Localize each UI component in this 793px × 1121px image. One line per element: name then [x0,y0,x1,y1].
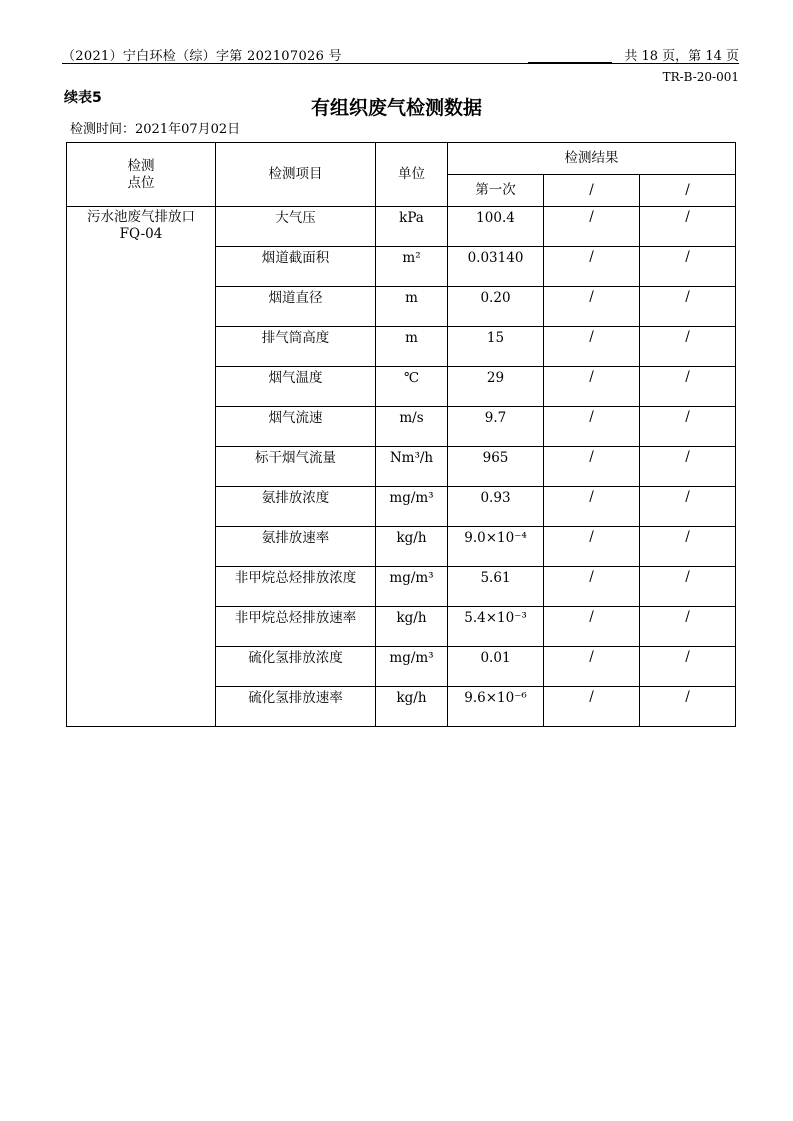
header-first: 第一次 [448,175,544,207]
row-value-first: 0.93 [448,487,544,527]
row-value-second: / [544,647,640,687]
row-item: 非甲烷总烃排放速率 [216,607,376,647]
row-unit: mg/m³ [376,567,448,607]
row-value-first: 0.01 [448,647,544,687]
row-value-first: 0.03140 [448,247,544,287]
header-point-line2: 点位 [127,174,155,191]
row-value-second: / [544,287,640,327]
row-unit: m² [376,247,448,287]
row-item: 硫化氢排放浓度 [216,647,376,687]
row-value-third: / [640,607,736,647]
row-value-second: / [544,447,640,487]
row-item: 硫化氢排放速率 [216,687,376,727]
row-item: 排气筒高度 [216,327,376,367]
row-value-third: / [640,487,736,527]
header-item: 检测项目 [216,143,376,207]
page-info: 共 18 页，第 14 页 [624,49,739,64]
header-third: / [640,175,736,207]
row-unit: kg/h [376,527,448,567]
report-number: （2021）宁白环检（综）字第 202107026 号 [62,49,342,64]
row-value-third: / [640,287,736,327]
continuation-label: 续表5 [64,90,102,106]
row-value-first: 100.4 [448,207,544,247]
site-code: FQ-04 [119,226,163,242]
row-unit: Nm³/h [376,447,448,487]
row-unit: ℃ [376,367,448,407]
row-unit: kg/h [376,607,448,647]
row-value-second: / [544,567,640,607]
row-item: 非甲烷总烃排放浓度 [216,567,376,607]
row-item: 烟气流速 [216,407,376,447]
row-unit: mg/m³ [376,487,448,527]
row-value-first: 9.0×10⁻⁴ [448,527,544,567]
row-value-third: / [640,407,736,447]
row-value-second: / [544,527,640,567]
row-value-second: / [544,487,640,527]
row-value-second: / [544,687,640,727]
row-value-first: 5.61 [448,567,544,607]
row-unit: mg/m³ [376,647,448,687]
row-value-third: / [640,447,736,487]
row-unit: m/s [376,407,448,447]
row-item: 烟道截面积 [216,247,376,287]
row-value-first: 9.6×10⁻⁶ [448,687,544,727]
row-item: 大气压 [216,207,376,247]
header-point-line1: 检测 [127,157,155,174]
row-value-second: / [544,247,640,287]
detection-time: 检测时间：2021年07月02日 [70,122,241,137]
header-unit: 单位 [376,143,448,207]
detection-point-cell [67,207,216,727]
row-value-first: 15 [448,327,544,367]
header-divider-accent [528,62,612,64]
header-second: / [544,175,640,207]
row-item: 氨排放速率 [216,527,376,567]
row-value-third: / [640,647,736,687]
row-item: 氨排放浓度 [216,487,376,527]
row-value-third: / [640,367,736,407]
header-result: 检测结果 [448,143,736,175]
row-value-third: / [640,207,736,247]
document-code: TR-B-20-001 [662,70,739,84]
row-value-second: / [544,607,640,647]
row-item: 烟气温度 [216,367,376,407]
row-unit: kPa [376,207,448,247]
row-value-first: 29 [448,367,544,407]
table-row [67,207,736,247]
header-divider [62,63,739,64]
header-detection-point [67,143,216,207]
row-value-second: / [544,367,640,407]
row-unit: m [376,327,448,367]
row-value-second: / [544,327,640,367]
row-unit: kg/h [376,687,448,727]
site-name: 污水池废气排放口 [87,209,195,225]
row-unit: m [376,287,448,327]
row-value-third: / [640,247,736,287]
page-title: 有组织废气检测数据 [310,97,482,119]
row-value-first: 0.20 [448,287,544,327]
row-value-first: 9.7 [448,407,544,447]
row-item: 烟道直径 [216,287,376,327]
row-value-third: / [640,327,736,367]
row-value-third: / [640,567,736,607]
row-value-third: / [640,527,736,567]
row-item: 标干烟气流量 [216,447,376,487]
row-value-first: 965 [448,447,544,487]
row-value-second: / [544,407,640,447]
row-value-third: / [640,687,736,727]
exhaust-gas-data-table [66,142,736,727]
row-value-first: 5.4×10⁻³ [448,607,544,647]
row-value-second: / [544,207,640,247]
